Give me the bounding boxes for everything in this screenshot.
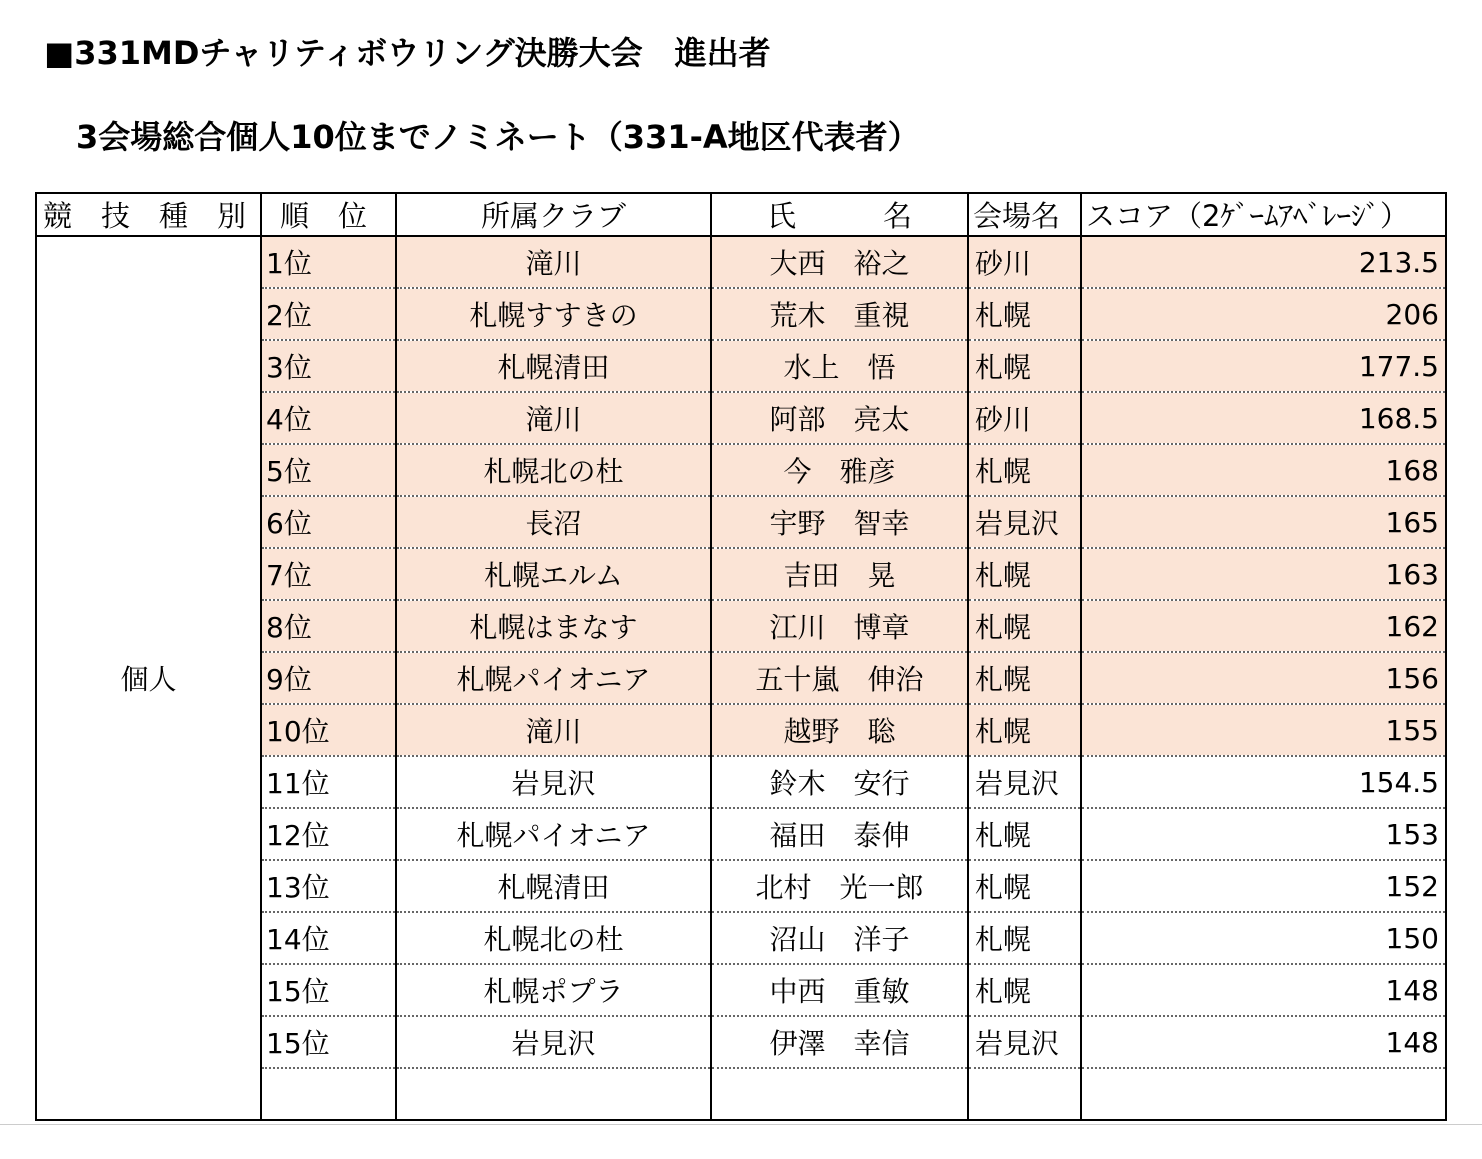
club-cell: 札幌ポプラ	[396, 964, 711, 1016]
score-cell: 177.5	[1081, 340, 1446, 392]
club-cell: 岩見沢	[396, 756, 711, 808]
venue-cell: 岩見沢	[968, 756, 1081, 808]
club-cell: 長沼	[396, 496, 711, 548]
club-cell: 札幌北の杜	[396, 444, 711, 496]
score-cell: 162	[1081, 600, 1446, 652]
club-cell: 滝川	[396, 236, 711, 288]
score-cell: 213.5	[1081, 236, 1446, 288]
header-name: 氏 名	[711, 193, 968, 236]
club-cell: 札幌清田	[396, 860, 711, 912]
rank-cell: 7位	[261, 548, 396, 600]
rank-cell: 6位	[261, 496, 396, 548]
score-cell: 148	[1081, 964, 1446, 1016]
header-venue: 会場名	[968, 193, 1081, 236]
club-cell: 札幌エルム	[396, 548, 711, 600]
club-cell: 滝川	[396, 392, 711, 444]
name-cell: 中西 重敏	[711, 964, 968, 1016]
rank-cell: 1位	[261, 236, 396, 288]
name-cell: 鈴木 安行	[711, 756, 968, 808]
name-cell: 北村 光一郎	[711, 860, 968, 912]
table-header-row	[36, 193, 1446, 236]
name-cell: 越野 聡	[711, 704, 968, 756]
score-cell: 152	[1081, 860, 1446, 912]
rank-cell: 14位	[261, 912, 396, 964]
venue-cell: 札幌	[968, 548, 1081, 600]
table-row	[36, 236, 1446, 288]
rank-cell: 8位	[261, 600, 396, 652]
name-cell	[711, 1068, 968, 1120]
venue-cell: 札幌	[968, 704, 1081, 756]
score-cell: 148	[1081, 1016, 1446, 1068]
club-cell: 滝川	[396, 704, 711, 756]
category-cell: 個人	[36, 236, 261, 1120]
venue-cell: 砂川	[968, 236, 1081, 288]
name-cell: 江川 博章	[711, 600, 968, 652]
name-cell: 吉田 晃	[711, 548, 968, 600]
score-cell: 165	[1081, 496, 1446, 548]
name-cell: 水上 悟	[711, 340, 968, 392]
page-title: ■331MDチャリティボウリング決勝大会 進出者	[44, 34, 771, 72]
name-cell: 大西 裕之	[711, 236, 968, 288]
page-bottom-divider	[0, 1124, 1482, 1125]
venue-cell: 札幌	[968, 444, 1081, 496]
rank-cell: 5位	[261, 444, 396, 496]
rank-cell: 3位	[261, 340, 396, 392]
name-cell: 荒木 重視	[711, 288, 968, 340]
name-cell: 阿部 亮太	[711, 392, 968, 444]
score-cell: 153	[1081, 808, 1446, 860]
rank-cell: 9位	[261, 652, 396, 704]
name-cell: 五十嵐 伸治	[711, 652, 968, 704]
score-cell: 168.5	[1081, 392, 1446, 444]
club-cell: 岩見沢	[396, 1016, 711, 1068]
score-cell: 155	[1081, 704, 1446, 756]
rank-cell	[261, 1068, 396, 1120]
club-cell: 札幌はまなす	[396, 600, 711, 652]
score-cell: 168	[1081, 444, 1446, 496]
header-rank: 順 位	[261, 193, 396, 236]
club-cell: 札幌北の杜	[396, 912, 711, 964]
header-score: スコア（2ｹﾞｰﾑｱﾍﾞﾚｰｼﾞ）	[1081, 193, 1446, 236]
score-cell: 154.5	[1081, 756, 1446, 808]
rank-cell: 11位	[261, 756, 396, 808]
venue-cell: 札幌	[968, 600, 1081, 652]
page-subtitle: 3会場総合個人10位までノミネート（331-A地区代表者）	[76, 118, 920, 156]
name-cell: 今 雅彦	[711, 444, 968, 496]
rank-cell: 15位	[261, 964, 396, 1016]
name-cell: 福田 泰伸	[711, 808, 968, 860]
venue-cell	[968, 1068, 1081, 1120]
rank-cell: 12位	[261, 808, 396, 860]
venue-cell: 札幌	[968, 860, 1081, 912]
rank-cell: 15位	[261, 1016, 396, 1068]
score-cell: 206	[1081, 288, 1446, 340]
results-body	[36, 236, 1446, 1120]
rank-cell: 4位	[261, 392, 396, 444]
venue-cell: 岩見沢	[968, 1016, 1081, 1068]
club-cell: 札幌清田	[396, 340, 711, 392]
score-cell: 150	[1081, 912, 1446, 964]
rank-cell: 2位	[261, 288, 396, 340]
results-table	[35, 192, 1447, 1121]
venue-cell: 札幌	[968, 808, 1081, 860]
name-cell: 沼山 洋子	[711, 912, 968, 964]
score-cell	[1081, 1068, 1446, 1120]
venue-cell: 札幌	[968, 964, 1081, 1016]
venue-cell: 岩見沢	[968, 496, 1081, 548]
venue-cell: 札幌	[968, 288, 1081, 340]
venue-cell: 札幌	[968, 912, 1081, 964]
name-cell: 宇野 智幸	[711, 496, 968, 548]
score-cell: 156	[1081, 652, 1446, 704]
club-cell	[396, 1068, 711, 1120]
rank-cell: 10位	[261, 704, 396, 756]
header-club: 所属クラブ	[396, 193, 711, 236]
score-cell: 163	[1081, 548, 1446, 600]
club-cell: 札幌パイオニア	[396, 808, 711, 860]
rank-cell: 13位	[261, 860, 396, 912]
venue-cell: 札幌	[968, 340, 1081, 392]
venue-cell: 札幌	[968, 652, 1081, 704]
club-cell: 札幌すすきの	[396, 288, 711, 340]
name-cell: 伊澤 幸信	[711, 1016, 968, 1068]
club-cell: 札幌パイオニア	[396, 652, 711, 704]
venue-cell: 砂川	[968, 392, 1081, 444]
header-category: 競 技 種 別	[36, 193, 261, 236]
